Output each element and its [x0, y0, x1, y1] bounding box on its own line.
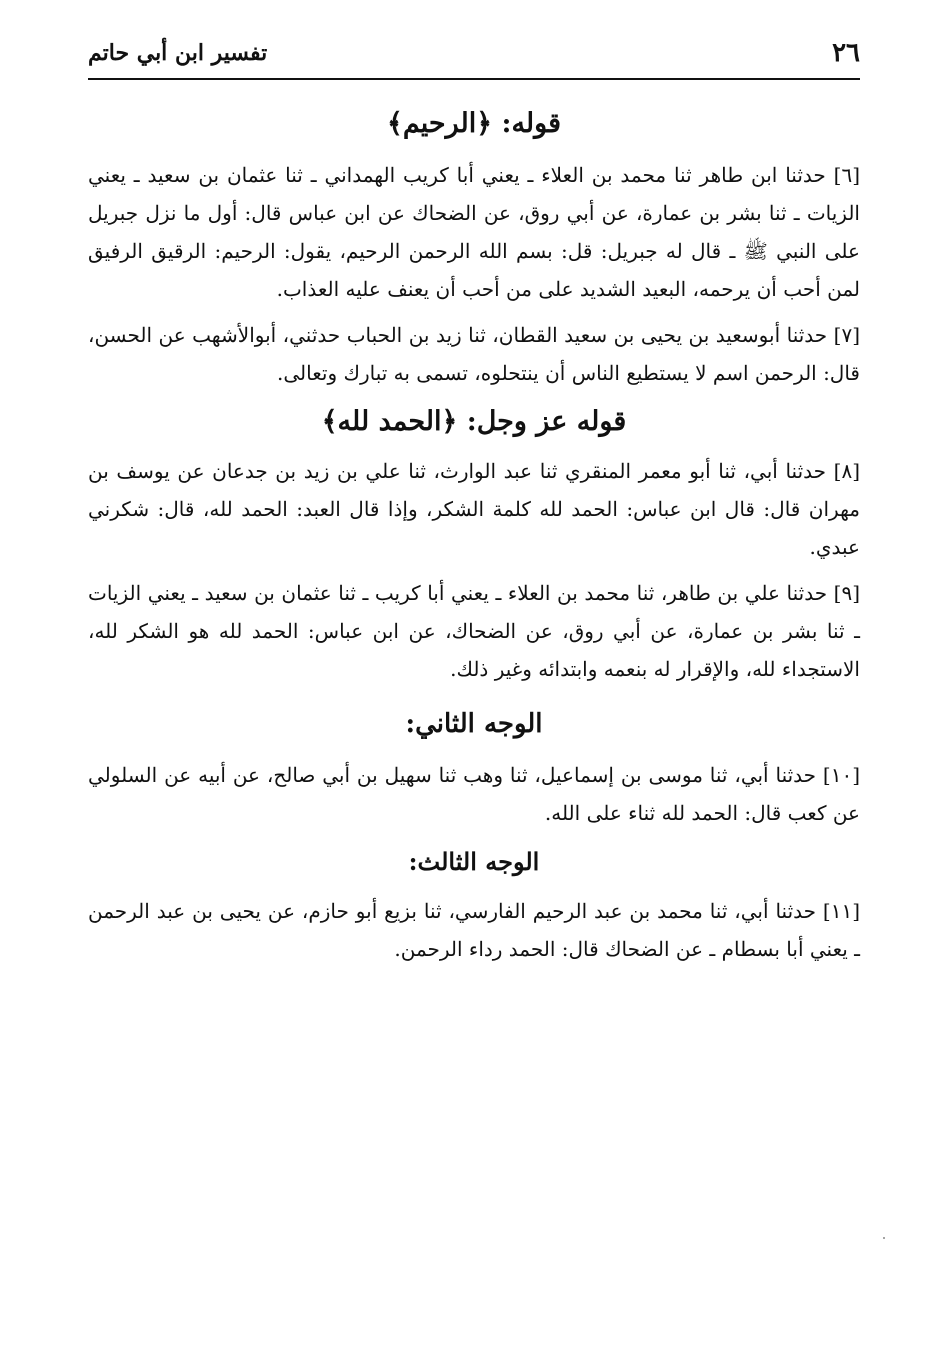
narration-7: [٧] حدثنا أبوسعيد بن يحيى بن سعيد القطان، ثنا زيد بن الحباب حدثني، أبوالأشهب عن الحسن، قال: الرحمن اسم لا يستطيع الناس أن ينتحلوه، تسمى به تبارك وتعالى.	[88, 323, 860, 385]
header-rule	[88, 78, 860, 80]
margin-dot	[883, 1237, 885, 1239]
section-heading-al-rahim: قوله: ﴿الرحيم﴾	[387, 108, 561, 139]
narration-9: [٩] حدثنا علي بن طاهر، ثنا محمد بن العلاء ـ يعني أبا كريب ـ ثنا عثمان بن سعيد ـ يعني الزيات ـ ثنا بشر بن عمارة، عن أبي روق، عن الضحاك، عن ابن عباس: الحمد لله هو الشكر لله، الاستجداء لله، والإقرار له بنعمه وابتدائه وغير ذلك.	[88, 581, 860, 681]
narration-6: [٦] حدثنا ابن طاهر ثنا محمد بن العلاء ـ يعني أبا كريب الهمداني ـ ثنا عثمان بن سعيد ـ يعني الزيات ـ ثنا بشر بن عمارة، عن أبي روق، عن الضحاك عن ابن عباس قال: أول ما نزل جبريل على النبي ﷺ ـ قال له جبريل: قل: بسم الله الرحمن الرحيم، يقول: الرحيم: الرقيق الرفيق لمن أحب أن يرحمه، البعيد الشديد على من أحب أن يعنف عليه العذاب.	[88, 163, 860, 301]
page-body	[88, 100, 860, 976]
narration-10: [١٠] حدثنا أبي، ثنا موسى بن إسماعيل، ثنا وهب ثنا سهيل بن أبي صالح، عن أبيه عن السلولي عن كعب قال: الحمد لله ثناء على الله.	[88, 763, 860, 825]
narration-8: [٨] حدثنا أبي، ثنا أبو معمر المنقري ثنا عبد الوارث، ثنا علي بن زيد بن جدعان عن يوسف بن مهران قال: قال ابن عباس: الحمد لله كلمة الشكر، وإذا قال العبد: الحمد لله، قال: شكرني عبدي.	[88, 459, 860, 559]
running-title: تفسير ابن أبي حاتم	[88, 40, 268, 66]
section-heading-third-aspect: الوجه الثالث:	[408, 847, 540, 876]
narration-11: [١١] حدثنا أبي، ثنا محمد بن عبد الرحيم الفارسي، ثنا بزيع أبو حازم، عن يحيى بن عبد الرحمن ـ يعني أبا بسطام ـ عن الضحاك قال: الحمد رداء الرحمن.	[88, 899, 860, 961]
section-heading-al-hamd: قوله عز وجل: ﴿الحمد لله﴾	[321, 406, 627, 437]
page-header	[88, 30, 860, 78]
page-number: ٢٦	[832, 38, 860, 68]
section-heading-second-aspect: الوجه الثاني:	[405, 709, 543, 739]
